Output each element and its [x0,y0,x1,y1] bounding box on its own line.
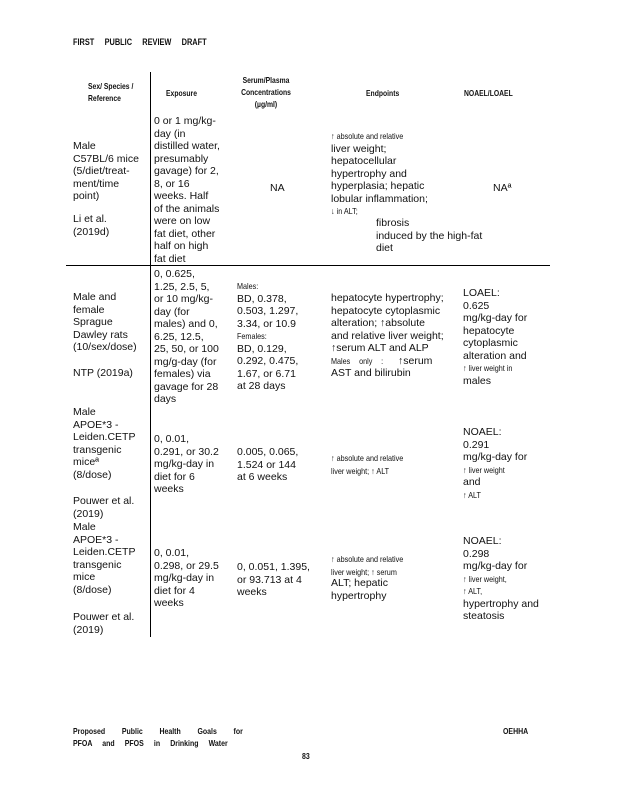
row1-endpoints-tail: fibrosis induced by the high-fat diet [376,217,483,254]
row2-serum-females-label: Females: [237,331,267,341]
row3-endpoints [331,452,416,477]
column-header-exposure: Exposure [166,88,197,98]
column-header-species: Sex/ Species / Reference [88,81,134,103]
row1-species: Male C57BL/6 mice (5/diet/treat- ment/time point) [73,140,139,202]
row4-serum: 0, 0.051, 1.395, or 93.713 at 4 weeks [237,561,310,598]
row2-endpoints [331,292,461,380]
row2-species: Male and female Sprague Dawley rats (10/sex/dose) [73,291,137,353]
footer-title-line1: Proposed Public Health Goals for [73,726,243,736]
footer-agency: OEHHA [503,726,529,736]
row4-noael-tail: hypertrophy and steatosis [463,597,539,622]
row3-serum: 0.005, 0.065, 1.524 or 144 at 6 weeks [237,446,299,483]
row4-noael-small: ↑ liver weight, ↑ ALT, [463,573,507,596]
row2-noael-liver: ↑ liver weight in [463,363,513,373]
row3-noael-liver: ↑ liver weight [463,464,505,475]
row4-exposure: 0, 0.01, 0.298, or 29.5 mg/kg-day in diet for 4 weeks [154,547,219,609]
row4-noael-main: NOAEL: 0.298 mg/kg-day for [463,535,528,572]
row3-noael-and: and [463,476,481,488]
footer-title-line2: PFOA and PFOS in Drinking Water [73,738,228,748]
row-divider [66,265,550,266]
row1-exposure: 0 or 1 mg/kg- day (in distilled water, presumably gavage) for 2, 8, or 16 weeks. Half of the animals were on low fat diet, other half on high fat diet [154,115,220,265]
row3-noael-alt: ↑ ALT [463,489,481,500]
row2-endpoints-main: hepatocyte hypertrophy; hepatocyte cytoplasmic alteration; ↑absolute and relative liver weight; ↑serum ALT and ALP [331,292,444,354]
row1-endpoints [331,130,491,254]
row2-exposure: 0, 0.625, 1.25, 2.5, 5, or 10 mg/kg- day (for males) and 0, 6.25, 12.5, 25, 50, or 100 mg/g-day (for females) via gavage for 28 days [154,268,219,405]
row2-endpoints-serum: ↑serum [398,354,433,367]
column-header-noael: NOAEL/LOAEL [464,88,513,98]
row3-exposure: 0, 0.01, 0.291, or 30.2 mg/kg-day in diet for 6 weeks [154,433,219,495]
row2-noael-main: LOAEL: 0.625 mg/kg-day for hepatocyte cytoplasmic alteration and [463,287,528,362]
row4-endpoints [331,553,461,602]
row1-endpoints-main: liver weight; hepatocellular hypertrophy and hyperplasia; hepatic lobular inflammation; [331,142,428,205]
row1-noael: NAª [493,182,512,194]
column-header-serum: Serum/Plasma Concentrations (µg/ml) [241,75,291,109]
column-divider-1 [150,72,151,637]
row2-endpoints-males-only: Males only : [331,355,384,366]
row1-endpoints-alt: ↓ in ALT; [331,206,358,216]
row1-endpoints-arrow-text: ↑ absolute and relative [331,131,404,141]
row3-endpoints-text: ↑ absolute and relative liver weight; ↑ ALT [331,453,404,476]
row2-endpoints-tail: AST and bilirubin [331,367,411,379]
row3-reference: Pouwer et al. (2019) [73,495,135,520]
row4-endpoints-small: ↑ absolute and relative liver weight; ↑ serum [331,554,404,577]
row4-noael [463,535,578,623]
page-number: 83 [302,751,310,761]
row4-endpoints-tail: ALT; hepatic hypertrophy [331,577,389,602]
row4-species: Male APOE*3 - Leiden.CETP transgenic mice (8/dose) [73,521,136,596]
draft-header: FIRST PUBLIC REVIEW DRAFT [73,37,207,47]
row2-noael [463,287,578,387]
row2-noael-tail: males [463,374,492,387]
row1-serum: NA [270,182,285,194]
row3-noael [463,426,578,501]
row1-reference: Li et al. (2019d) [73,213,110,238]
row2-serum-females: BD, 0.129, 0.292, 0.475, 1.67, or 6.71 at 28 days [237,342,299,392]
row3-species: Male APOE*3 - Leiden.CETP transgenic miceª (8/dose) [73,406,136,481]
column-header-endpoints: Endpoints [366,88,400,98]
row4-reference: Pouwer et al. (2019) [73,611,135,636]
row2-serum-males: BD, 0.378, 0.503, 1.297, 3.34, or 10.9 [237,292,299,330]
row2-serum [237,280,298,393]
row2-reference: NTP (2019a) [73,367,133,379]
row2-serum-males-label: Males: [237,281,259,291]
row3-noael-main: NOAEL: 0.291 mg/kg-day for [463,426,528,463]
